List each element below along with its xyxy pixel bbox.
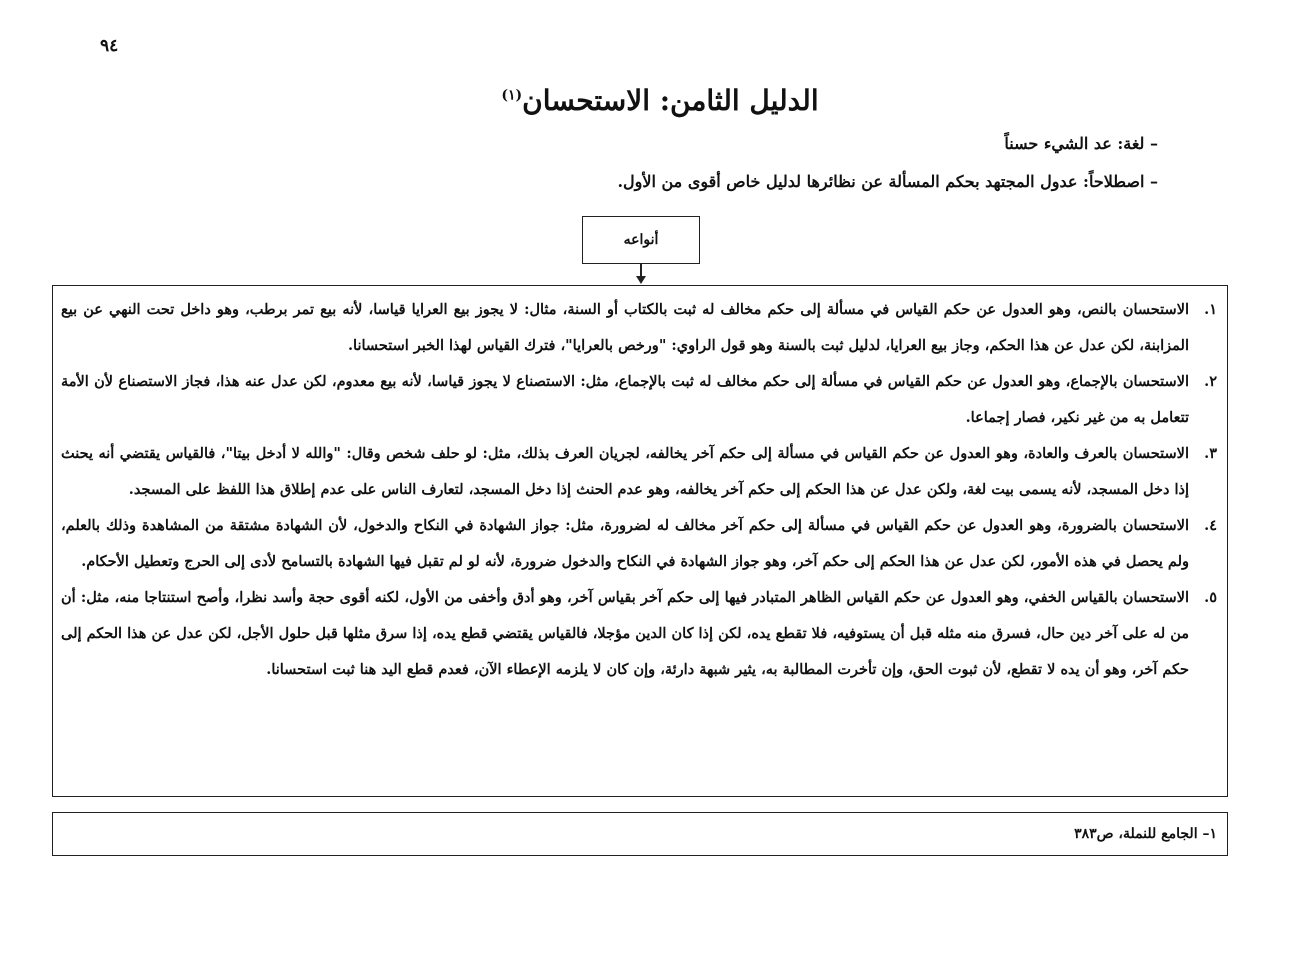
types-box-label: أنواعه — [623, 232, 659, 248]
type-number: ٤. — [1204, 517, 1217, 534]
type-item-5 — [61, 580, 1217, 688]
type-number: ١. — [1204, 301, 1217, 318]
page-title — [380, 84, 940, 117]
type-text: الاستحسان بالإجماع، وهو العدول عن حكم القياس في مسألة إلى حكم مخالف له ثبت بالإجماع، مثل: الاستصناع لا يجوز قياسا، لأنه بيع معدوم، لكن عدل عنه هذا، فجاز الاستصناع لأن الأمة تتعامل به من غير نكير، فصار إجماعا. — [61, 373, 1189, 426]
type-text: الاستحسان بالقياس الخفي، وهو العدول عن حكم القياس الظاهر المتبادر فيها إلى حكم آخر بقياس آخر، وهو أدق وأخفى من الأول، لكنه أقوى حجة وأسد نظرا، وأصح استنتاجا منه، مثل: أن من له على آخر دين حال، فسرق منه مثله قبل أن يستوفيه، فلا تقطع يده، لكن إذا كان الدين مؤجلا، فالقياس يقتضي قطع يده، إذا سرق مثلها قبل حلول الأجل، لكن عدل عن هذا الحكم إلى حكم آخر، وهو أن يده لا تقطع، لأن ثبوت الحق، وإن تأخرت المطالبة به، يثير شبهة دارئة، وإن كان لا يلزمه الإعطاء الآن، فعدم قطع اليد هنا ثبت استحسانا. — [61, 589, 1189, 678]
type-item-3 — [61, 436, 1217, 508]
title-footnote-mark: (١) — [501, 87, 523, 104]
technical-definition: – اصطلاحاً: عدول المجتهد بحكم المسألة عن نظائرها لدليل خاص أقوى من الأول. — [617, 172, 1158, 191]
page-number: ٩٤ — [100, 36, 119, 56]
title-text: الدليل الثامن: الاستحسان — [522, 84, 819, 117]
type-item-1 — [61, 292, 1217, 364]
type-item-4 — [61, 508, 1217, 580]
type-text: الاستحسان بالنص، وهو العدول عن حكم القياس في مسألة إلى حكم مخالف له ثبت بالكتاب أو السنة، مثال: لا يجوز بيع العرايا قياسا، لأنه بيع تمر برطب، وهو داخل تحت النهي عن بيع المزابنة، لكن عدل عن هذا الحكم، وجاز بيع العرايا، لدليل ثبت بالسنة وهو قول الراوي: "ورخص بالعرايا"، فترك القياس لهذا الخبر استحسانا. — [61, 301, 1189, 354]
linguistic-definition: – لغة: عد الشيء حسناً — [1004, 134, 1158, 153]
footnote-text: ١– الجامع للنملة، ص٣٨٣ — [1074, 826, 1217, 842]
footnote — [52, 812, 1228, 856]
definitions — [458, 130, 1158, 206]
types-box — [582, 216, 700, 264]
types-list — [52, 285, 1228, 797]
type-text: الاستحسان بالعرف والعادة، وهو العدول عن حكم القياس في مسألة إلى حكم آخر يخالفه، لجريان العرف بذلك، مثل: لو حلف شخص وقال: "والله لا أدخل بيتا"، فالقياس يقتضي أنه يحنث إذا دخل المسجد، لأنه يسمى بيت لغة، ولكن عدل عن هذا الحكم إلى حكم آخر يخالفه، وهو عدم الحنث إذا دخل المسجد، لتعارف الناس على عدم إطلاق هذا اللفظ على المسجد. — [61, 445, 1189, 498]
type-number: ٢. — [1204, 373, 1217, 390]
type-text: الاستحسان بالضرورة، وهو العدول عن حكم القياس في مسألة إلى حكم آخر مخالف له لضرورة، مثل: جواز الشهادة في النكاح والدخول، لأن الشهادة مشتقة من المشاهدة وذلك بالعلم، ولم يحصل في هذه الأمور، لكن عدل عن هذا الحكم إلى حكم آخر، وهو جواز الشهادة في النكاح والدخول ضرورة، لأنه لو لم تقبل فيها الشهادة بالتسامح لأدى إلى الحرج وتعطيل الأحكام. — [61, 517, 1189, 570]
arrow-head-icon — [636, 276, 646, 284]
type-item-2 — [61, 364, 1217, 436]
type-number: ٥. — [1204, 589, 1217, 606]
type-number: ٣. — [1204, 445, 1217, 462]
